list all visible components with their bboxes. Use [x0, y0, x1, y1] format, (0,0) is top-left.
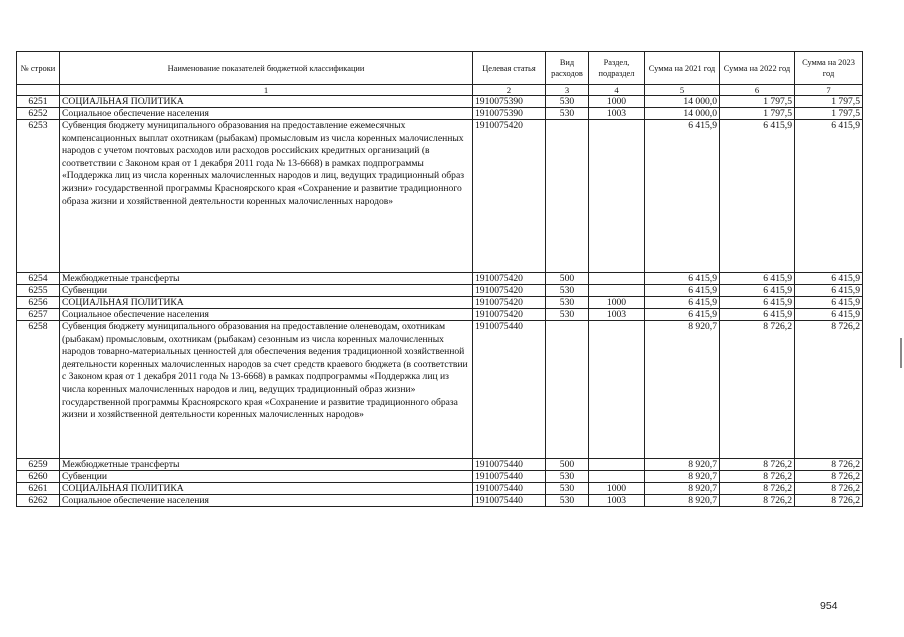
row-target: 1910075440	[473, 459, 546, 471]
row-vid: 530	[546, 309, 589, 321]
row-vid: 500	[546, 273, 589, 285]
row-target: 1910075440	[473, 321, 546, 459]
table-row	[17, 483, 863, 495]
row-sum-2023: 8 726,2	[795, 459, 863, 471]
row-vid: 530	[546, 483, 589, 495]
row-target: 1910075420	[473, 309, 546, 321]
table-row	[17, 495, 863, 507]
row-sum-2023: 6 415,9	[795, 285, 863, 297]
row-vid: 530	[546, 297, 589, 309]
row-vid: 530	[546, 285, 589, 297]
header-row	[17, 52, 863, 85]
row-sum-2023: 1 797,5	[795, 96, 863, 108]
table-row	[17, 120, 863, 273]
row-sum-2022: 8 726,2	[720, 483, 795, 495]
header-sum-2022: Сумма на 2022 год	[720, 52, 795, 85]
page-number: 954	[820, 600, 838, 612]
row-sum-2022: 8 726,2	[720, 459, 795, 471]
row-razdel: 1003	[589, 108, 645, 120]
row-razdel	[589, 459, 645, 471]
scan-edge-mark	[900, 338, 902, 368]
row-sum-2022: 1 797,5	[720, 108, 795, 120]
row-vid: 530	[546, 108, 589, 120]
row-name: Социальное обеспечение населения	[60, 309, 473, 321]
table-row	[17, 297, 863, 309]
header-vid: Вид расходов	[546, 52, 589, 85]
row-sum-2022: 8 726,2	[720, 471, 795, 483]
row-razdel	[589, 321, 645, 459]
row-vid	[546, 321, 589, 459]
row-sum-2021: 8 920,7	[645, 471, 720, 483]
table-row	[17, 321, 863, 459]
column-number	[17, 85, 60, 96]
row-name: Субвенции	[60, 471, 473, 483]
row-sum-2021: 6 415,9	[645, 297, 720, 309]
row-sum-2022: 8 726,2	[720, 321, 795, 459]
row-target: 1910075420	[473, 285, 546, 297]
row-number: 6256	[17, 297, 60, 309]
table-row	[17, 108, 863, 120]
row-sum-2023: 1 797,5	[795, 108, 863, 120]
column-number: 2	[473, 85, 546, 96]
column-number: 4	[589, 85, 645, 96]
row-sum-2022: 6 415,9	[720, 285, 795, 297]
table-row	[17, 459, 863, 471]
row-sum-2021: 8 920,7	[645, 321, 720, 459]
column-number: 3	[546, 85, 589, 96]
row-sum-2023: 6 415,9	[795, 273, 863, 285]
row-sum-2022: 6 415,9	[720, 273, 795, 285]
column-number: 7	[795, 85, 863, 96]
row-sum-2021: 8 920,7	[645, 459, 720, 471]
row-name: Межбюджетные трансферты	[60, 459, 473, 471]
row-target: 1910075440	[473, 495, 546, 507]
row-name: Социальное обеспечение населения	[60, 108, 473, 120]
row-number: 6259	[17, 459, 60, 471]
table-row	[17, 309, 863, 321]
row-number: 6251	[17, 96, 60, 108]
row-sum-2023: 6 415,9	[795, 297, 863, 309]
row-sum-2021: 6 415,9	[645, 309, 720, 321]
row-name: Субвенция бюджету муниципального образования на предоставление ежемесячных компенсационных выплат охотникам (рыбакам) промысловым из числа коренных малочисленных народов с учетом почтовых расходов или расходов российских кредитных организаций (в соответствии с Законом края от 1 декабря 2011 года № 13-6668) в рамках подпрограммы «Поддержка лиц из числа коренных малочисленных народов и лиц, ведущих традиционный образ жизни» государственной программы Красноярского края «Сохранение и развитие традиционного образа жизни и хозяйственной деятельности коренных малочисленных народов»	[60, 120, 473, 273]
row-name: Субвенция бюджету муниципального образования на предоставление оленеводам, охотникам (рыбакам) промысловым, охотникам (рыбакам) сезонным из числа коренных малочисленных народов товарно-материальных ценностей для обеспечения ведения традиционной хозяйственной деятельности коренных малочисленных народов за счет средств краевого бюджета (в соответствии с Законом края от 1 декабря 2011 года № 13-6668) в рамках подпрограммы «Поддержка лиц из числа коренных малочисленных народов и лиц, ведущих традиционный образ жизни» государственной программы Красноярского края «Сохранение и развитие традиционного образа жизни и хозяйственной деятельности коренных малочисленных народов»	[60, 321, 473, 459]
row-sum-2023: 8 726,2	[795, 471, 863, 483]
row-target: 1910075420	[473, 273, 546, 285]
row-sum-2022: 6 415,9	[720, 120, 795, 273]
row-razdel: 1000	[589, 483, 645, 495]
row-sum-2023: 8 726,2	[795, 495, 863, 507]
header-row-no: № строки	[17, 52, 60, 85]
row-sum-2021: 14 000,0	[645, 96, 720, 108]
budget-table	[16, 51, 863, 507]
row-number: 6261	[17, 483, 60, 495]
row-name: СОЦИАЛЬНАЯ ПОЛИТИКА	[60, 96, 473, 108]
row-number: 6252	[17, 108, 60, 120]
row-number: 6260	[17, 471, 60, 483]
row-number: 6257	[17, 309, 60, 321]
table-row	[17, 471, 863, 483]
table-row	[17, 96, 863, 108]
row-target: 1910075440	[473, 471, 546, 483]
row-sum-2023: 6 415,9	[795, 309, 863, 321]
row-sum-2021: 8 920,7	[645, 483, 720, 495]
row-name: Межбюджетные трансферты	[60, 273, 473, 285]
row-name: Социальное обеспечение населения	[60, 495, 473, 507]
row-target: 1910075390	[473, 108, 546, 120]
column-number: 6	[720, 85, 795, 96]
row-sum-2021: 14 000,0	[645, 108, 720, 120]
row-vid: 530	[546, 96, 589, 108]
row-number: 6262	[17, 495, 60, 507]
row-razdel: 1000	[589, 96, 645, 108]
row-razdel	[589, 471, 645, 483]
row-razdel: 1003	[589, 309, 645, 321]
row-number: 6254	[17, 273, 60, 285]
row-number: 6253	[17, 120, 60, 273]
row-vid	[546, 120, 589, 273]
row-sum-2021: 8 920,7	[645, 495, 720, 507]
row-razdel: 1000	[589, 297, 645, 309]
row-sum-2021: 6 415,9	[645, 120, 720, 273]
row-number: 6258	[17, 321, 60, 459]
row-razdel: 1003	[589, 495, 645, 507]
row-sum-2023: 8 726,2	[795, 321, 863, 459]
row-sum-2022: 1 797,5	[720, 96, 795, 108]
header-sum-2023: Сумма на 2023 год	[795, 52, 863, 85]
row-vid: 530	[546, 495, 589, 507]
row-target: 1910075420	[473, 120, 546, 273]
column-number: 5	[645, 85, 720, 96]
row-target: 1910075390	[473, 96, 546, 108]
row-sum-2022: 8 726,2	[720, 495, 795, 507]
row-name: СОЦИАЛЬНАЯ ПОЛИТИКА	[60, 483, 473, 495]
budget-document	[16, 51, 862, 507]
row-name: Субвенции	[60, 285, 473, 297]
row-vid: 500	[546, 459, 589, 471]
row-sum-2023: 8 726,2	[795, 483, 863, 495]
header-target: Целевая статья	[473, 52, 546, 85]
row-sum-2021: 6 415,9	[645, 285, 720, 297]
table-row	[17, 273, 863, 285]
column-number-row	[17, 85, 863, 96]
row-target: 1910075420	[473, 297, 546, 309]
row-name: СОЦИАЛЬНАЯ ПОЛИТИКА	[60, 297, 473, 309]
row-sum-2021: 6 415,9	[645, 273, 720, 285]
row-sum-2022: 6 415,9	[720, 309, 795, 321]
row-razdel	[589, 120, 645, 273]
row-sum-2022: 6 415,9	[720, 297, 795, 309]
row-number: 6255	[17, 285, 60, 297]
header-name: Наименование показателей бюджетной классификации	[60, 52, 473, 85]
row-sum-2023: 6 415,9	[795, 120, 863, 273]
row-target: 1910075440	[473, 483, 546, 495]
column-number: 1	[60, 85, 473, 96]
row-razdel	[589, 285, 645, 297]
row-vid: 530	[546, 471, 589, 483]
header-razdel: Раздел, подраздел	[589, 52, 645, 85]
header-sum-2021: Сумма на 2021 год	[645, 52, 720, 85]
table-row	[17, 285, 863, 297]
row-razdel	[589, 273, 645, 285]
